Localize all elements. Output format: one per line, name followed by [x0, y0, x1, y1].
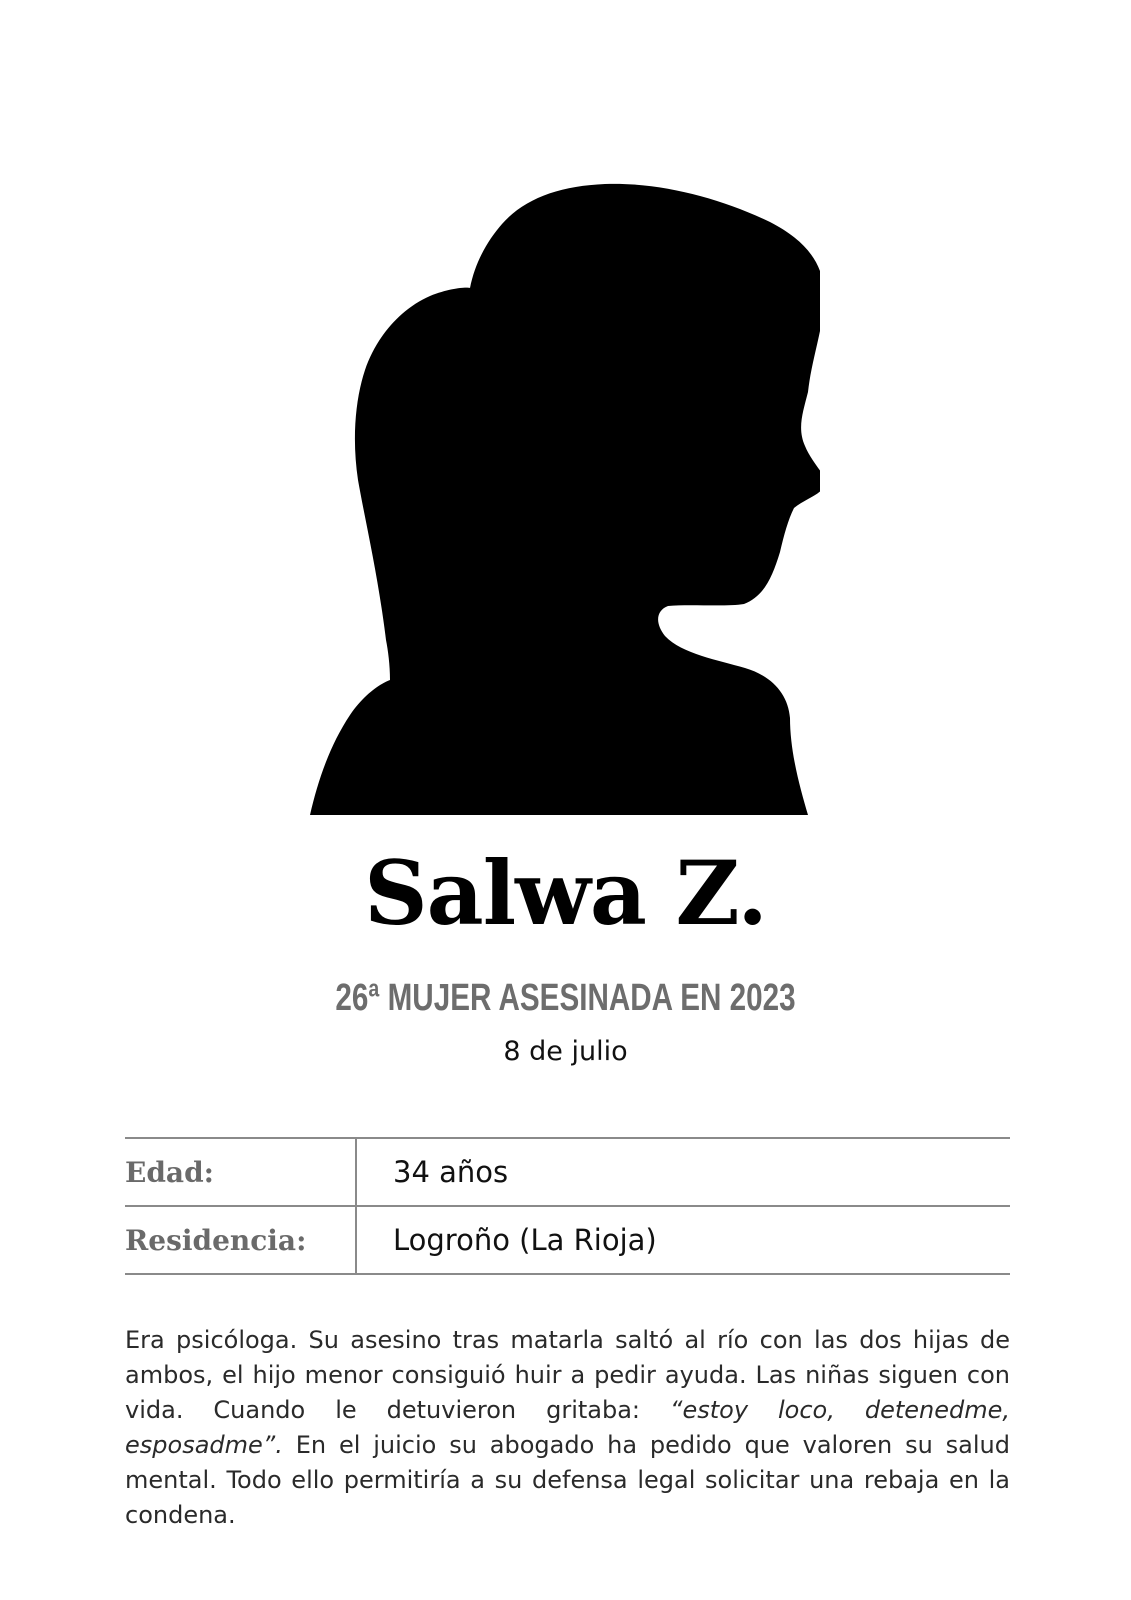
victim-count-subtitle: 26ª MUJER ASESINADA EN 2023 [335, 977, 796, 1019]
facts-table [125, 1137, 1010, 1275]
age-label: Edad: [125, 1139, 357, 1205]
age-value: 34 años [393, 1155, 509, 1189]
residence-label: Residencia: [125, 1207, 357, 1273]
victim-name: Salwa Z. [364, 841, 767, 945]
facts-row-age [125, 1137, 1010, 1205]
residence-value: Logroño (La Rioja) [393, 1223, 657, 1257]
story-quote: “estoy loco, detenedme, esposadme”. [125, 1396, 1011, 1459]
story-text-part-2: En el juicio su abogado ha pedido que valoren su salud mental. Todo ello permitiría a su defensa legal solicitar una rebaja en la condena. [125, 1431, 1010, 1529]
date-label: 8 de julio [503, 1036, 628, 1067]
facts-row-residence [125, 1205, 1010, 1275]
woman-profile-silhouette-icon [300, 180, 820, 820]
story-paragraph [125, 1323, 1010, 1533]
story-text-part-1: Era psicóloga. Su asesino tras matarla saltó al río con las dos hijas de ambos, el hijo menor consiguió huir a pedir ayuda. Las niñas siguen con vida. Cuando le detuvieron gritaba: [125, 1326, 1010, 1424]
